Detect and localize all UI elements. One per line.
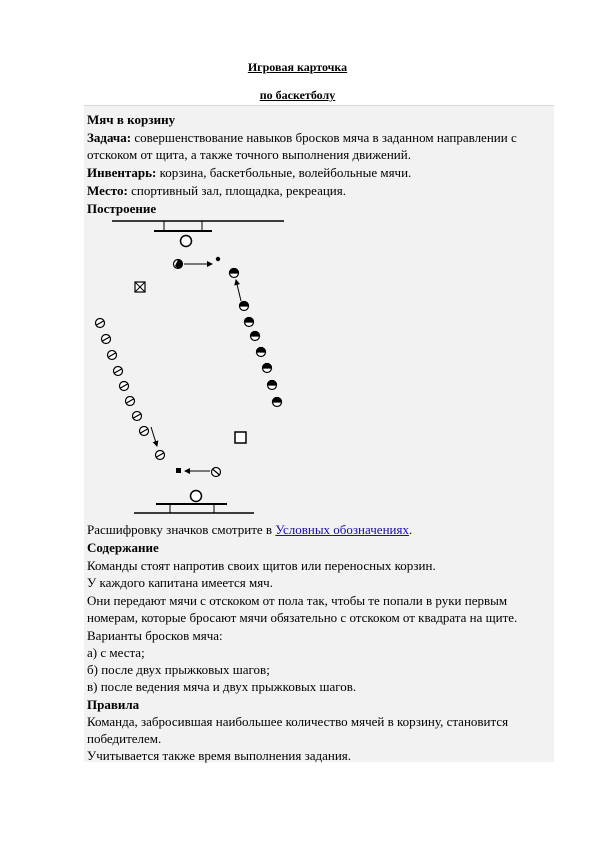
place-line	[87, 182, 346, 199]
right-player-8	[273, 398, 282, 407]
left-player-8	[140, 427, 149, 436]
task-text: совершенствование навыков бросков мяча в заданном направлении с	[131, 130, 517, 145]
task-label: Задача:	[87, 130, 132, 145]
left-player-6	[126, 397, 135, 406]
right-player-7	[268, 381, 277, 390]
left-move-arrow	[151, 427, 157, 446]
right-player-5	[257, 348, 266, 357]
content-line: а) с места;	[87, 645, 145, 660]
top-basket	[181, 236, 192, 247]
coach-marker	[135, 282, 145, 292]
inventory-label: Инвентарь:	[87, 165, 157, 180]
place-text: спортивный зал, площадка, рекреация.	[127, 183, 346, 198]
right-player-4	[251, 332, 260, 341]
top-captain	[174, 260, 183, 269]
right-square-marker	[235, 432, 246, 443]
divider	[84, 105, 554, 106]
right-player-6	[263, 364, 272, 373]
content-line: в) после ведения мяча и двух прыжковых шагов.	[87, 679, 357, 694]
content-line: Они передают мячи с отскоком от пола так, чтобы те попали в руки первым	[87, 593, 508, 608]
card-title: Игровая карточка	[247, 60, 348, 74]
card-subtitle: по баскетболу	[259, 88, 336, 102]
bottom-basket	[191, 491, 202, 502]
top-ball	[216, 257, 220, 261]
left-player-3	[108, 351, 117, 360]
rules-line: победителем.	[87, 731, 162, 746]
legend-suffix: .	[408, 522, 413, 537]
place-label: Место:	[87, 183, 128, 198]
task-line-1	[87, 129, 517, 146]
left-player-5	[120, 382, 129, 391]
left-player-9	[156, 451, 165, 460]
legend-line	[87, 521, 412, 538]
right-player-1	[230, 269, 239, 278]
bottom-ball	[176, 468, 181, 473]
rules-line: Команда, забросившая наибольшее количество мячей в корзину, становится	[87, 714, 509, 729]
right-player-2	[240, 302, 249, 311]
legend-link[interactable]: Условных обозначениях	[275, 522, 409, 537]
rules-line: Учитывается также время выполнения задания.	[87, 748, 352, 763]
content-heading: Содержание	[87, 540, 159, 555]
formation-diagram	[84, 215, 304, 515]
legend-prefix: Расшифровку значков смотрите в	[87, 522, 276, 537]
content-line: У каждого капитана имеется мяч.	[87, 575, 273, 590]
inventory-line	[87, 164, 411, 181]
game-name: Мяч в корзину	[87, 112, 176, 127]
formation-heading: Построение	[87, 201, 157, 216]
left-player-7	[133, 412, 142, 421]
right-move-arrow	[236, 280, 241, 301]
rules-heading: Правила	[87, 697, 140, 712]
content-line: Варианты бросков мяча:	[87, 628, 223, 643]
bottom-captain	[212, 468, 221, 477]
content-line: номерам, которые бросают мячи обязательно с отскоком от квадрата на щите.	[87, 610, 518, 625]
content-line: б) после двух прыжковых шагов;	[87, 662, 270, 677]
task-line-2: отскоком от щита, а также точного выполнения движений.	[87, 147, 411, 162]
inventory-text: корзина, баскетбольные, волейбольные мячи.	[156, 165, 412, 180]
content-line: Команды стоят напротив своих щитов или переносных корзин.	[87, 558, 436, 573]
left-player-4	[114, 367, 123, 376]
left-player-1	[96, 319, 105, 328]
right-player-3	[245, 318, 254, 327]
right-team	[230, 269, 282, 407]
left-player-2	[102, 335, 111, 344]
